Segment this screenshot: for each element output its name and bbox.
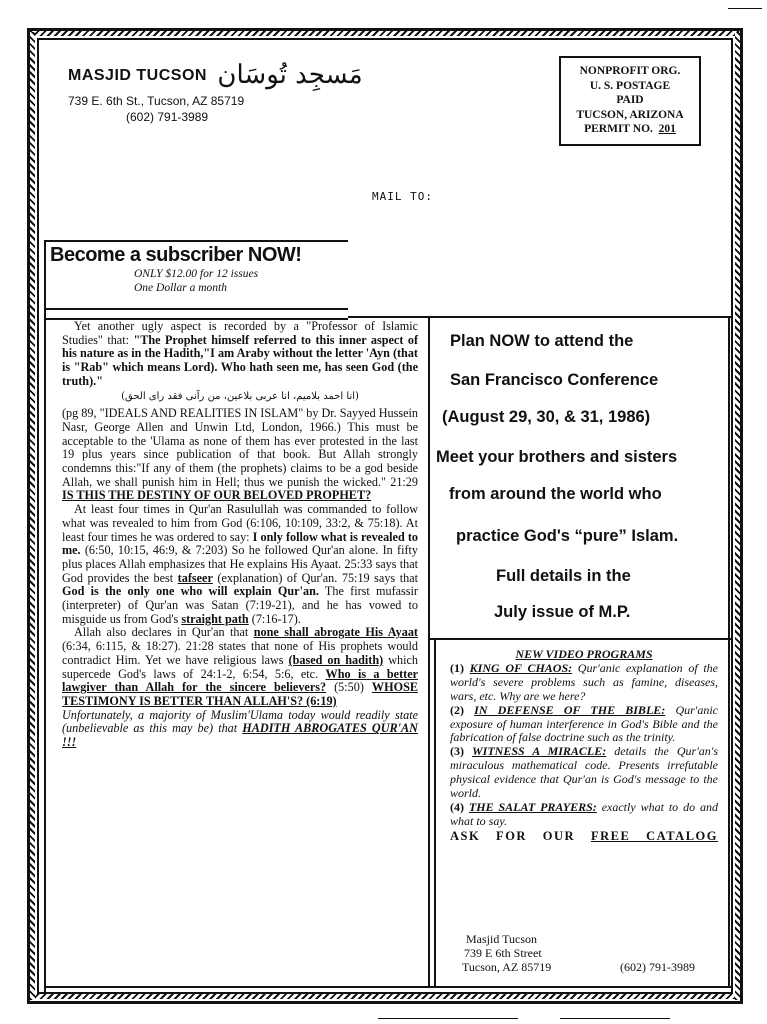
scan-mark: [560, 1018, 670, 1019]
divider: [728, 316, 730, 988]
permit-label: PERMIT NO.: [584, 123, 653, 135]
article-text: At least four times in Qur'an Rasulullah was commanded to follow what was revealed to him from God (6:106, 10:109, 33:2, & 75:18). At least four times he was ordered to say:: [62, 502, 418, 544]
video-programs: [450, 648, 718, 844]
video-item-desc: details the Qur'an's miraculous mathematical code. Presents irrefutable physical evidence that Qur'an is God's message to the world.: [450, 744, 719, 801]
subscribe-headline: Become a subscriber NOW!: [50, 244, 302, 266]
org-phone: (602) 791-3989: [126, 110, 209, 124]
divider: [348, 316, 731, 318]
video-title: NEW VIDEO PROGRAMS: [515, 647, 653, 661]
emphasis-text: (based on hadith): [288, 652, 384, 667]
divider: [428, 316, 430, 988]
masthead: [68, 60, 363, 124]
footer-phone: (602) 791-3989: [620, 960, 695, 974]
video-item-number: (4): [450, 799, 464, 814]
org-name-arabic: مَسجِد تُوسَان: [217, 60, 363, 90]
article-text: (pg 89, "IDEALS AND REALITIES IN ISLAM" by Dr. Sayyed Hussein Nasr, George Allen and Unwin Ltd, London, 1966.) This must be acceptable to the 'Ulama as none of them has ever protested in the last 19 plus years since publication of that book. But Allah strongly condemns this:"If any of them (the prophets) claims to be a god beside Allah, we shall punish him in Hell; thus we punish the wicked." 21:29: [62, 406, 418, 489]
article-text: (7:16-17).: [248, 611, 301, 626]
article-paragraph: [62, 626, 418, 708]
divider: [44, 240, 46, 992]
emphasis-text: HADITH ABROGATES QUR'AN !!!: [62, 721, 418, 750]
subscribe-monthly: One Dollar a month: [134, 282, 227, 294]
conf-line: Plan NOW to attend the: [450, 332, 634, 350]
postage-line: TUCSON, ARIZONA: [576, 108, 684, 121]
video-item-number: (3): [450, 744, 464, 759]
org-address: 739 E. 6th St., Tucson, AZ 85719: [68, 94, 245, 108]
video-item: [450, 662, 718, 704]
org-name: MASJID TUCSON: [68, 67, 207, 84]
article-text: (6:34, 6:115, & 18:27). 21:28 states that none of His prophets would contradict Him. Yet we have religious laws: [62, 639, 418, 667]
conf-line: practice God's “pure” Islam.: [456, 527, 679, 545]
conf-line: Full details in the: [496, 567, 631, 585]
article-paragraph: [62, 709, 418, 750]
video-item-desc: Qur'anic exposure of human interference in God's Bible and the fabrication of false doctrine such as the trinity.: [450, 702, 718, 745]
permit-number: 201: [658, 123, 676, 135]
postage-line: NONPROFIT ORG.: [579, 65, 681, 77]
video-item-title: THE SALAT PRAYERS:: [468, 799, 597, 814]
subscribe-price: ONLY $12.00 for 12 issues: [134, 268, 259, 280]
conf-line: Meet your brothers and sisters: [436, 448, 678, 466]
footer-street: 739 E 6th Street: [464, 946, 542, 960]
video-item: [450, 801, 718, 829]
emphasis-text: God is the only one who will explain Qur'an.: [62, 584, 319, 599]
emphasis-text: Who is a better lawgiver than Allah for the sincere believers?: [62, 666, 419, 695]
article-text: Unfortunately, a majority of Muslim'Ulama today would readily state (unbelievable as this may be) that: [62, 707, 418, 736]
arabic-quote: (انا احمد بلاميم، انا عربى بلاعين، من رآنى فقد راى الحق): [121, 390, 359, 402]
scan-mark: [728, 8, 762, 9]
video-item-title: KING OF CHAOS:: [469, 660, 573, 675]
article-paragraph: [62, 503, 418, 626]
video-item-title: IN DEFENSE OF THE BIBLE:: [474, 702, 666, 717]
conf-line: July issue of M.P.: [494, 603, 631, 621]
article-column: [62, 320, 418, 750]
footer-address: [462, 932, 552, 974]
video-item-number: (1): [450, 660, 464, 675]
mail-to-label: MAIL TO:: [372, 190, 433, 203]
catalog-text: ASK FOR OUR: [450, 828, 591, 843]
conf-line: from around the world who: [449, 485, 662, 503]
article-paragraph: [62, 320, 418, 389]
free-catalog-link: FREE CATALOG: [590, 828, 718, 843]
subscribe-box: [44, 240, 348, 310]
conf-line: San Francisco Conference: [450, 371, 659, 389]
video-item-desc: Qur'anic explanation of the world's severe problems such as famine, diseases, wars, etc. Why are we here?: [450, 660, 719, 703]
divider: [434, 640, 436, 986]
article-text: which supercede God's laws of 24:1-2, 6:54, 5:6, etc.: [62, 652, 418, 681]
divider: [44, 986, 731, 988]
video-item-number: (2): [450, 702, 464, 717]
article-text: (6:50, 10:15, 46:9, & 7:203) So he followed Qur'an alone. In fifty plus places Allah emphasizes that He explains His Ayaat. 25:33 says that God provides the best: [62, 543, 418, 585]
footer-city: Tucson, AZ 85719: [462, 960, 552, 974]
emphasis-text: none shall abrogate His Ayaat: [253, 625, 418, 640]
article-text: (5:50): [326, 680, 372, 695]
scan-mark: [378, 1018, 518, 1019]
article-question: IS THIS THE DESTINY OF OUR BELOVED PROPHET?: [62, 488, 372, 503]
article-text: (explanation) of Qur'an. 75:19 says that: [212, 570, 418, 585]
video-item-desc: exactly what to do and what to say.: [450, 799, 718, 828]
conf-line: (August 29, 30, & 31, 1986): [442, 408, 651, 426]
video-item-title: WITNESS A MIRACLE:: [472, 744, 607, 759]
divider: [428, 638, 731, 640]
emphasis-text: straight path: [181, 611, 249, 626]
hadith-quote: "The Prophet himself referred to this inner aspect of his nature as in the Hadith,"I am Araby without the letter 'Ayn (that is "Rab" which means Lord). Who hath seen me, has seen God (the truth).": [62, 332, 419, 388]
emphasis-text: WHOSE TESTIMONY IS BETTER THAN ALLAH'S? (6:19): [62, 680, 418, 708]
permit-line: [561, 122, 699, 137]
emphasis-text: I only follow what is revealed to me.: [62, 529, 418, 558]
video-item: [450, 745, 718, 801]
article-text: Allah also declares in Qur'an that: [74, 625, 254, 640]
emphasis-text: tafseer: [177, 570, 213, 585]
footer-name: Masjid Tucson: [466, 932, 538, 946]
article-text: Yet another ugly aspect is recorded by a "Professor of Islamic Studies" that:: [62, 319, 418, 347]
article-text: The first mufassir (interpreter) of Qur'an was Satan (7:19-21), and he has vowed to misguide us from God's: [62, 584, 418, 626]
video-item: [450, 704, 718, 746]
article-paragraph: [62, 407, 418, 503]
catalog-offer: [450, 830, 718, 844]
postage-line: PAID: [616, 94, 644, 106]
postage-line: U. S. POSTAGE: [589, 79, 671, 92]
postage-indicia: [559, 56, 701, 146]
